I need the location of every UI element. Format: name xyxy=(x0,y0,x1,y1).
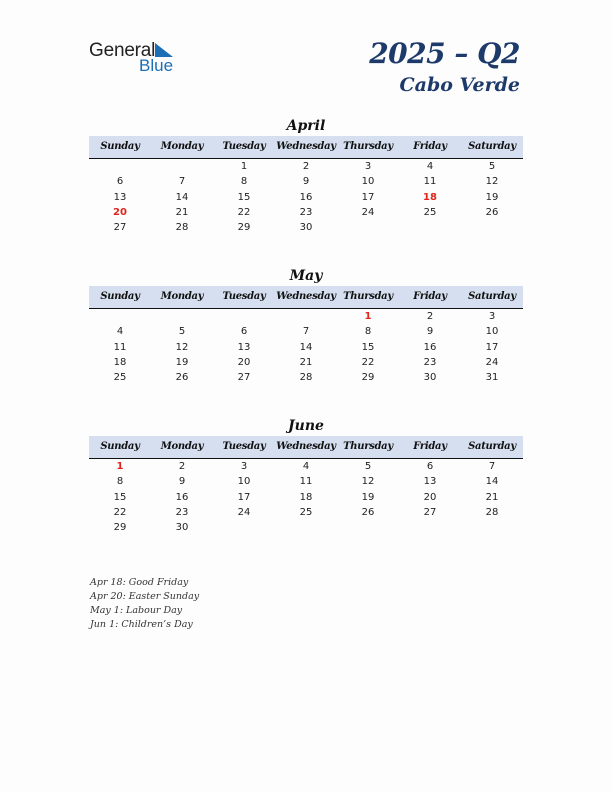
day-cell: 26 xyxy=(175,372,189,384)
day-cell: 5 xyxy=(488,161,496,172)
day-cell: 10 xyxy=(361,176,375,188)
empty-day-cell xyxy=(275,520,337,535)
day-cell: 4 xyxy=(426,161,434,172)
weekday-header-row xyxy=(89,136,523,159)
weekday-label: Saturday xyxy=(468,141,516,152)
day-cell: 23 xyxy=(423,356,437,368)
week-row xyxy=(89,459,523,474)
weekday-label: Tuesday xyxy=(222,441,266,452)
day-cell: 27 xyxy=(113,222,127,234)
day-cell: 23 xyxy=(175,506,189,518)
day-cell: 23 xyxy=(299,206,313,218)
month-weeks xyxy=(89,159,523,235)
weekday-label: Tuesday xyxy=(222,141,266,152)
week-row xyxy=(89,190,523,205)
day-cell: 17 xyxy=(361,191,375,203)
weekday-label: Monday xyxy=(160,291,204,302)
day-cell: 30 xyxy=(423,372,437,384)
day-cell: 20 xyxy=(423,491,437,503)
week-row xyxy=(89,205,523,220)
day-cell: 12 xyxy=(361,476,375,488)
day-cell: 13 xyxy=(423,476,437,488)
empty-day-cell xyxy=(337,220,399,235)
empty-day-cell xyxy=(399,520,461,535)
day-cell: 11 xyxy=(423,176,437,188)
day-cell: 3 xyxy=(364,161,372,172)
month-calendar-april xyxy=(89,116,523,235)
weekday-label: Tuesday xyxy=(222,291,266,302)
weekday-label: Friday xyxy=(413,441,447,452)
empty-day-cell xyxy=(213,309,275,324)
empty-day-cell xyxy=(399,220,461,235)
empty-day-cell xyxy=(461,220,523,235)
day-cell: 3 xyxy=(488,311,496,322)
holiday-notes xyxy=(90,576,199,632)
day-cell: 10 xyxy=(237,476,251,488)
month-title: May xyxy=(289,268,323,284)
day-cell: 11 xyxy=(113,341,127,353)
day-cell: 7 xyxy=(488,461,496,472)
day-cell: 25 xyxy=(113,372,127,384)
month-title: April xyxy=(286,118,326,134)
day-cell: 9 xyxy=(426,326,434,338)
day-cell: 11 xyxy=(299,476,313,488)
day-cell: 21 xyxy=(299,356,313,368)
day-cell: 20 xyxy=(237,356,251,368)
day-cell: 1 xyxy=(364,311,372,322)
day-cell: 16 xyxy=(175,491,189,503)
weekday-label: Thursday xyxy=(343,291,393,302)
day-cell: 28 xyxy=(485,506,499,518)
day-cell: 4 xyxy=(302,461,310,472)
empty-day-cell xyxy=(213,520,275,535)
weekday-label: Friday xyxy=(413,141,447,152)
day-cell: 2 xyxy=(302,161,310,172)
day-cell: 8 xyxy=(364,326,372,338)
week-row xyxy=(89,505,523,520)
day-cell: 14 xyxy=(299,341,313,353)
day-cell: 29 xyxy=(113,522,127,534)
day-cell: 9 xyxy=(302,176,310,188)
day-cell: 2 xyxy=(426,311,434,322)
day-cell: 24 xyxy=(485,356,499,368)
month-weeks xyxy=(89,459,523,535)
day-cell: 9 xyxy=(178,476,186,488)
day-cell: 15 xyxy=(113,491,127,503)
month-calendar-june xyxy=(89,416,523,535)
logo-triangle-icon xyxy=(155,43,173,57)
week-row xyxy=(89,490,523,505)
day-cell: 24 xyxy=(237,506,251,518)
day-cell: 26 xyxy=(485,206,499,218)
day-cell: 7 xyxy=(302,326,310,338)
day-cell: 18 xyxy=(299,491,313,503)
day-cell: 30 xyxy=(299,222,313,234)
week-row xyxy=(89,340,523,355)
empty-day-cell xyxy=(337,520,399,535)
empty-day-cell xyxy=(89,309,151,324)
title-block xyxy=(369,36,520,96)
day-cell: 4 xyxy=(116,326,124,338)
weekday-label: Saturday xyxy=(468,441,516,452)
day-cell: 22 xyxy=(361,356,375,368)
day-cell: 18 xyxy=(113,356,127,368)
logo-text-general: General xyxy=(89,40,156,61)
day-cell: 19 xyxy=(361,491,375,503)
weekday-label: Sunday xyxy=(100,441,140,452)
week-row xyxy=(89,220,523,235)
weekday-label: Thursday xyxy=(343,441,393,452)
day-cell: 13 xyxy=(113,191,127,203)
weekday-label: Wednesday xyxy=(276,291,336,302)
holiday-note: Apr 20: Easter Sunday xyxy=(90,591,200,602)
month-title: June xyxy=(288,418,324,434)
day-cell: 26 xyxy=(361,506,375,518)
week-row xyxy=(89,474,523,489)
week-row xyxy=(89,174,523,189)
day-cell: 17 xyxy=(237,491,251,503)
day-cell: 3 xyxy=(240,461,248,472)
day-cell: 29 xyxy=(361,372,375,384)
empty-day-cell xyxy=(89,159,151,174)
day-cell: 21 xyxy=(175,206,189,218)
day-cell: 14 xyxy=(175,191,189,203)
empty-day-cell xyxy=(275,309,337,324)
day-cell: 29 xyxy=(237,222,251,234)
day-cell: 17 xyxy=(485,341,499,353)
holiday-note: Jun 1: Children’s Day xyxy=(90,619,193,630)
empty-day-cell xyxy=(461,520,523,535)
month-weeks xyxy=(89,309,523,385)
day-cell: 10 xyxy=(485,326,499,338)
day-cell: 31 xyxy=(485,372,499,384)
day-cell: 6 xyxy=(116,176,124,188)
day-cell: 27 xyxy=(423,506,437,518)
day-cell: 2 xyxy=(178,461,186,472)
weekday-header-row xyxy=(89,436,523,459)
day-cell: 27 xyxy=(237,372,251,384)
empty-day-cell xyxy=(151,309,213,324)
weekday-label: Sunday xyxy=(100,141,140,152)
day-cell: 7 xyxy=(178,176,186,188)
day-cell: 18 xyxy=(423,191,437,203)
weekday-label: Saturday xyxy=(468,291,516,302)
day-cell: 30 xyxy=(175,522,189,534)
day-cell: 1 xyxy=(116,461,124,472)
weekday-label: Wednesday xyxy=(276,441,336,452)
day-cell: 21 xyxy=(485,491,499,503)
page-title: 2025 – Q2 xyxy=(369,37,520,70)
day-cell: 22 xyxy=(237,206,251,218)
empty-day-cell xyxy=(151,159,213,174)
holiday-note: Apr 18: Good Friday xyxy=(90,577,189,588)
weekday-label: Friday xyxy=(413,291,447,302)
day-cell: 28 xyxy=(175,222,189,234)
week-row xyxy=(89,370,523,385)
day-cell: 24 xyxy=(361,206,375,218)
week-row xyxy=(89,520,523,535)
weekday-label: Thursday xyxy=(343,141,393,152)
day-cell: 15 xyxy=(237,191,251,203)
week-row xyxy=(89,324,523,339)
weekday-header-row xyxy=(89,286,523,309)
week-row xyxy=(89,159,523,174)
day-cell: 6 xyxy=(240,326,248,338)
holiday-note: May 1: Labour Day xyxy=(90,605,183,616)
logo-text-blue: Blue xyxy=(139,56,174,75)
day-cell: 25 xyxy=(423,206,437,218)
country-name: Cabo Verde xyxy=(399,74,520,96)
weekday-label: Wednesday xyxy=(276,141,336,152)
day-cell: 25 xyxy=(299,506,313,518)
generalblue-logo xyxy=(89,40,189,76)
week-row xyxy=(89,309,523,324)
day-cell: 5 xyxy=(178,326,186,338)
month-calendar-may xyxy=(89,266,523,385)
day-cell: 12 xyxy=(175,341,189,353)
weekday-label: Monday xyxy=(160,441,204,452)
day-cell: 14 xyxy=(485,476,499,488)
day-cell: 28 xyxy=(299,372,313,384)
day-cell: 5 xyxy=(364,461,372,472)
day-cell: 22 xyxy=(113,506,127,518)
day-cell: 15 xyxy=(361,341,375,353)
day-cell: 8 xyxy=(240,176,248,188)
day-cell: 6 xyxy=(426,461,434,472)
day-cell: 13 xyxy=(237,341,251,353)
day-cell: 12 xyxy=(485,176,499,188)
day-cell: 8 xyxy=(116,476,124,488)
weekday-label: Sunday xyxy=(100,291,140,302)
weekday-label: Monday xyxy=(160,141,204,152)
week-row xyxy=(89,355,523,370)
day-cell: 20 xyxy=(113,206,127,218)
day-cell: 1 xyxy=(240,161,248,172)
day-cell: 19 xyxy=(175,356,189,368)
day-cell: 16 xyxy=(423,341,437,353)
day-cell: 16 xyxy=(299,191,313,203)
day-cell: 19 xyxy=(485,191,499,203)
